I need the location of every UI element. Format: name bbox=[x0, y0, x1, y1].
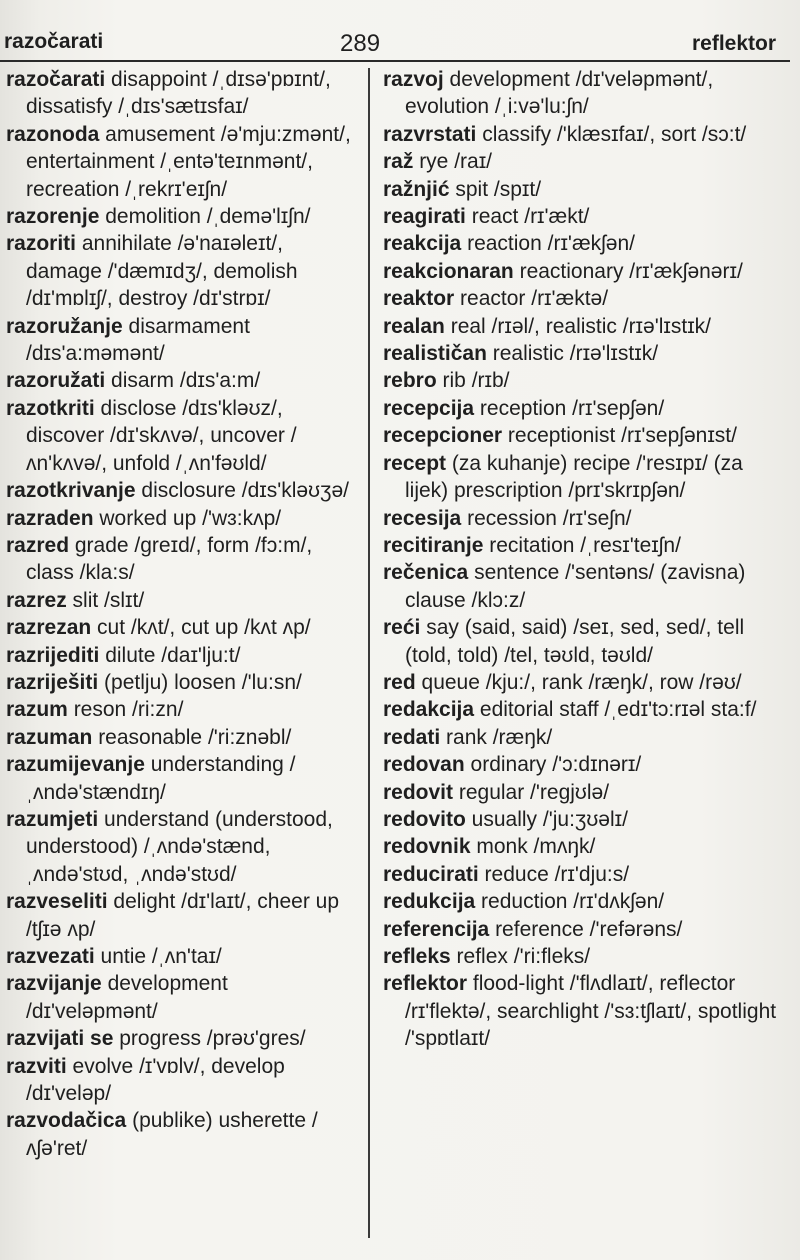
entry-translation: disarmament /dɪs'a:məmənt/ bbox=[26, 314, 250, 366]
entry-translation: editorial staff /ˌedɪ'tɔ:rɪəl sta:f/ bbox=[474, 698, 757, 722]
dictionary-entry bbox=[383, 121, 788, 148]
entry-translation: amusement /ə'mju:zmənt/, entertainment /ˌentə'teɪnmənt/, recreation /ˌrekrɪ'eɪʃn/ bbox=[26, 122, 351, 201]
dictionary-entry bbox=[383, 285, 788, 312]
entry-headword: razuman bbox=[6, 725, 93, 749]
entry-headword: reći bbox=[383, 616, 421, 640]
entry-translation: queue /kju:/, rank /ræŋk/, row /rəʊ/ bbox=[415, 670, 742, 694]
entry-headword: razočarati bbox=[6, 68, 106, 91]
entry-headword: razvoj bbox=[383, 68, 444, 91]
entry-translation: regular /'regjʊlə/ bbox=[453, 780, 610, 804]
entry-translation: spit /spɪt/ bbox=[449, 177, 542, 201]
dictionary-entry bbox=[6, 806, 360, 888]
entry-translation: reasonable /'ri:znəbl/ bbox=[92, 725, 292, 749]
right-column bbox=[383, 66, 788, 1053]
entry-translation: reactor /rɪ'æktə/ bbox=[454, 287, 609, 311]
entry-translation: annihilate /ə'naɪəleɪt/, damage /'dæmɪdʒ/, demolish /dɪ'mɒlɪʃ/, destroy /dɪ'strɒɪ/ bbox=[26, 232, 298, 311]
entry-headword: reakcionaran bbox=[383, 259, 514, 283]
entry-translation: classify /'klæsɪfaɪ/, sort /sɔ:t/ bbox=[476, 122, 747, 146]
dictionary-entry bbox=[6, 230, 360, 312]
entry-translation: reaction /rɪ'ækʃən/ bbox=[461, 232, 635, 256]
entry-headword: razrezan bbox=[6, 616, 92, 640]
entry-translation: reference /'refərəns/ bbox=[489, 917, 683, 941]
entry-translation: disclosure /dɪs'kləʊʒə/ bbox=[135, 479, 350, 503]
entry-translation: reception /rɪ'sepʃən/ bbox=[474, 396, 665, 420]
dictionary-entry bbox=[383, 258, 788, 285]
entry-translation: react /rɪ'ækt/ bbox=[465, 205, 590, 229]
entry-translation: reflex /'ri:fleks/ bbox=[450, 945, 591, 968]
entry-headword: razoriti bbox=[6, 232, 77, 256]
entry-headword: razvijati se bbox=[6, 1027, 114, 1051]
entry-translation: demolition /ˌdemə'lɪʃn/ bbox=[99, 205, 311, 229]
dictionary-entry bbox=[383, 559, 788, 614]
dictionary-entry bbox=[383, 943, 788, 970]
dictionary-entry bbox=[6, 203, 360, 230]
dictionary-entry bbox=[6, 477, 360, 504]
dictionary-entry bbox=[383, 340, 788, 367]
dictionary-entry bbox=[383, 614, 788, 669]
entry-translation: monk /mʌŋk/ bbox=[470, 835, 596, 859]
dictionary-entry bbox=[6, 1053, 360, 1108]
dictionary-entry bbox=[383, 66, 788, 121]
entry-headword: razviti bbox=[6, 1054, 67, 1078]
entry-translation: reduce /rɪ'dju:s/ bbox=[478, 862, 630, 886]
entry-headword: razrijediti bbox=[6, 643, 100, 667]
entry-headword: rebro bbox=[383, 369, 437, 393]
entry-translation: grade /greɪd/, form /fɔ:m/, class /kla:s/ bbox=[26, 533, 313, 585]
entry-headword: razotkrivanje bbox=[6, 479, 136, 503]
entry-headword: razvezati bbox=[6, 945, 95, 968]
dictionary-entry bbox=[383, 176, 788, 203]
entry-translation: dilute /daɪ'lju:t/ bbox=[99, 643, 241, 667]
entry-translation: progress /prəʊ'gres/ bbox=[113, 1027, 306, 1051]
entry-translation: slit /slɪt/ bbox=[66, 588, 145, 612]
dictionary-entry bbox=[383, 669, 788, 696]
entry-headword: reagirati bbox=[383, 205, 466, 229]
entry-headword: referencija bbox=[383, 917, 490, 941]
entry-translation: ordinary /'ɔ:dɪnərɪ/ bbox=[464, 753, 642, 777]
dictionary-entry bbox=[383, 861, 788, 888]
entry-translation: reactionary /rɪ'ækʃənərɪ/ bbox=[513, 259, 743, 283]
entry-translation: understand (understood, understood) /ˌʌndə'stænd, ˌʌndə'stʊd, ˌʌndə'stʊd/ bbox=[26, 807, 333, 886]
entry-headword: redovito bbox=[383, 807, 466, 831]
left-guide-word: razočarati bbox=[4, 30, 104, 53]
entry-headword: recepcioner bbox=[383, 424, 503, 448]
dictionary-entry bbox=[6, 751, 360, 806]
entry-translation: recitation /ˌresɪ'teɪʃn/ bbox=[483, 533, 681, 557]
left-column bbox=[6, 66, 360, 1162]
entry-headword: rečenica bbox=[383, 561, 469, 585]
right-guide-word: reflektor bbox=[691, 32, 776, 55]
dictionary-entry bbox=[383, 367, 788, 394]
dictionary-entry bbox=[383, 450, 788, 505]
entry-translation: (publike) usherette /ʌʃə'ret/ bbox=[26, 1109, 318, 1160]
entry-translation: reduction /rɪ'dʌkʃən/ bbox=[475, 890, 665, 914]
dictionary-entry bbox=[6, 587, 360, 614]
entry-translation: sentence /'sentəns/ (zavisna) clause /klɔ:z/ bbox=[405, 561, 746, 612]
entry-headword: refleks bbox=[383, 945, 451, 968]
dictionary-entry bbox=[383, 751, 788, 778]
dictionary-entry bbox=[383, 779, 788, 806]
entry-headword: reakcija bbox=[383, 232, 462, 256]
entry-headword: razvodačica bbox=[6, 1109, 127, 1133]
dictionary-entry bbox=[6, 970, 360, 1025]
entry-translation: realistic /rɪə'lɪstɪk/ bbox=[486, 342, 659, 366]
entry-headword: recept bbox=[383, 451, 447, 475]
dictionary-entry bbox=[383, 395, 788, 422]
dictionary-entry bbox=[6, 943, 360, 970]
entry-translation: development /dɪ'veləpmənt/ bbox=[26, 972, 228, 1023]
dictionary-entry bbox=[6, 532, 360, 587]
entry-translation: delight /dɪ'laɪt/, cheer up /tʃɪə ʌp/ bbox=[26, 890, 340, 941]
dictionary-entry bbox=[383, 230, 788, 257]
entry-headword: redati bbox=[383, 725, 441, 749]
entry-headword: ražnjić bbox=[383, 177, 450, 201]
entry-headword: razriješiti bbox=[6, 670, 99, 694]
entry-headword: razvijanje bbox=[6, 972, 102, 996]
dictionary-entry bbox=[6, 669, 360, 696]
entry-translation: (petlju) loosen /'lu:sn/ bbox=[98, 670, 302, 694]
entry-translation: worked up /'wɜ:kʌp/ bbox=[93, 506, 282, 530]
page-header bbox=[0, 28, 790, 62]
entry-headword: razvrstati bbox=[383, 122, 477, 146]
entry-translation: recession /rɪ'seʃn/ bbox=[461, 506, 632, 530]
entry-translation: understanding /ˌʌndə'stændɪŋ/ bbox=[26, 753, 296, 804]
entry-headword: reflektor bbox=[383, 972, 468, 996]
entry-headword: realan bbox=[383, 314, 445, 338]
entry-headword: redovnik bbox=[383, 835, 471, 859]
entry-translation: say (said, said) /seɪ, sed, sed/, tell (told, told) /tel, təʊld, təʊld/ bbox=[405, 616, 745, 667]
entry-translation: real /rɪəl/, realistic /rɪə'lɪstɪk/ bbox=[444, 314, 712, 338]
dictionary-entry bbox=[383, 833, 788, 860]
entry-translation: flood-light /'flʌdlaɪt/, reflector /rɪ'flektə/, searchlight /'sɜ:tʃlaɪt/, spotlight /'spɒtlaɪt/ bbox=[405, 972, 777, 1051]
entry-headword: razoružanje bbox=[6, 314, 123, 338]
entry-headword: razumijevanje bbox=[6, 753, 145, 777]
dictionary-entry bbox=[6, 1107, 360, 1162]
dictionary-entry bbox=[383, 724, 788, 751]
entry-headword: redukcija bbox=[383, 890, 476, 914]
dictionary-entry bbox=[6, 367, 360, 394]
dictionary-entry bbox=[6, 395, 360, 477]
dictionary-entry bbox=[383, 422, 788, 449]
entry-translation: untie /ˌʌn'taɪ/ bbox=[94, 945, 222, 968]
entry-headword: razumjeti bbox=[6, 807, 99, 831]
dictionary-entry bbox=[383, 203, 788, 230]
entry-translation: rank /ræŋk/ bbox=[440, 725, 553, 749]
entry-translation: disappoint /ˌdɪsə'pɒɪnt/, dissatisfy /ˌdɪs'sætɪsfaɪ/ bbox=[26, 68, 331, 119]
entry-headword: razrez bbox=[6, 588, 67, 612]
entry-translation: reson /ri:zn/ bbox=[67, 698, 184, 722]
page-number: 289 bbox=[340, 30, 381, 57]
entry-translation: rib /rɪb/ bbox=[436, 369, 510, 393]
entry-headword: reducirati bbox=[383, 862, 479, 886]
entry-headword: razveseliti bbox=[6, 890, 108, 914]
entry-headword: recesija bbox=[383, 506, 462, 530]
dictionary-entry bbox=[383, 313, 788, 340]
dictionary-entry bbox=[6, 614, 360, 641]
entry-headword: redovit bbox=[383, 780, 454, 804]
entry-headword: razoružati bbox=[6, 369, 106, 393]
dictionary-entry bbox=[383, 970, 788, 1052]
entry-headword: razorenje bbox=[6, 205, 100, 229]
entry-headword: razum bbox=[6, 698, 68, 722]
dictionary-entry bbox=[6, 505, 360, 532]
dictionary-entry bbox=[6, 888, 360, 943]
entry-translation: receptionist /rɪ'sepʃənɪst/ bbox=[502, 424, 737, 448]
dictionary-entry bbox=[383, 806, 788, 833]
dictionary-entry bbox=[6, 313, 360, 368]
entry-translation: rye /raɪ/ bbox=[413, 150, 493, 174]
entry-headword: razotkriti bbox=[6, 396, 95, 420]
entry-headword: realističan bbox=[383, 342, 487, 366]
dictionary-entry bbox=[6, 642, 360, 669]
dictionary-entry bbox=[383, 888, 788, 915]
entry-headword: razraden bbox=[6, 506, 94, 530]
entry-headword: redovan bbox=[383, 753, 465, 777]
entry-headword: recepcija bbox=[383, 396, 475, 420]
dictionary-entry bbox=[383, 148, 788, 175]
dictionary-entry bbox=[383, 916, 788, 943]
entry-headword: raž bbox=[383, 150, 414, 174]
column-divider bbox=[368, 68, 370, 1238]
dictionary-entry bbox=[6, 121, 360, 203]
entry-translation: evolve /ɪ'vɒlv/, develop /dɪ'veləp/ bbox=[26, 1054, 285, 1106]
dictionary-entry bbox=[383, 532, 788, 559]
entry-translation: development /dɪ'veləpmənt/, evolution /ˌi:və'lu:ʃn/ bbox=[405, 68, 714, 119]
entry-headword: reaktor bbox=[383, 287, 455, 311]
dictionary-entry bbox=[6, 1025, 360, 1052]
dictionary-entry bbox=[6, 66, 360, 121]
dictionary-entry bbox=[383, 505, 788, 532]
entry-translation: disarm /dɪs'a:m/ bbox=[105, 369, 261, 393]
dictionary-entry bbox=[6, 724, 360, 751]
entry-translation: cut /kʌt/, cut up /kʌt ʌp/ bbox=[91, 616, 311, 640]
entry-headword: razonoda bbox=[6, 122, 100, 146]
entry-headword: razred bbox=[6, 533, 70, 557]
entry-headword: recitiranje bbox=[383, 533, 484, 557]
entry-headword: red bbox=[383, 670, 416, 694]
entry-translation: disclose /dɪs'kləʊz/, discover /dɪ'skʌvə/, uncover /ʌn'kʌvə/, unfold /ˌʌn'fəʊld/ bbox=[26, 396, 297, 475]
entry-translation: usually /'ju:ʒʊəlɪ/ bbox=[465, 807, 628, 831]
entry-headword: redakcija bbox=[383, 698, 475, 722]
dictionary-entry bbox=[383, 696, 788, 723]
entry-translation: (za kuhanje) recipe /'resɪpɪ/ (za lijek) prescription /prɪ'skrɪpʃən/ bbox=[405, 451, 743, 503]
dictionary-entry bbox=[6, 696, 360, 723]
